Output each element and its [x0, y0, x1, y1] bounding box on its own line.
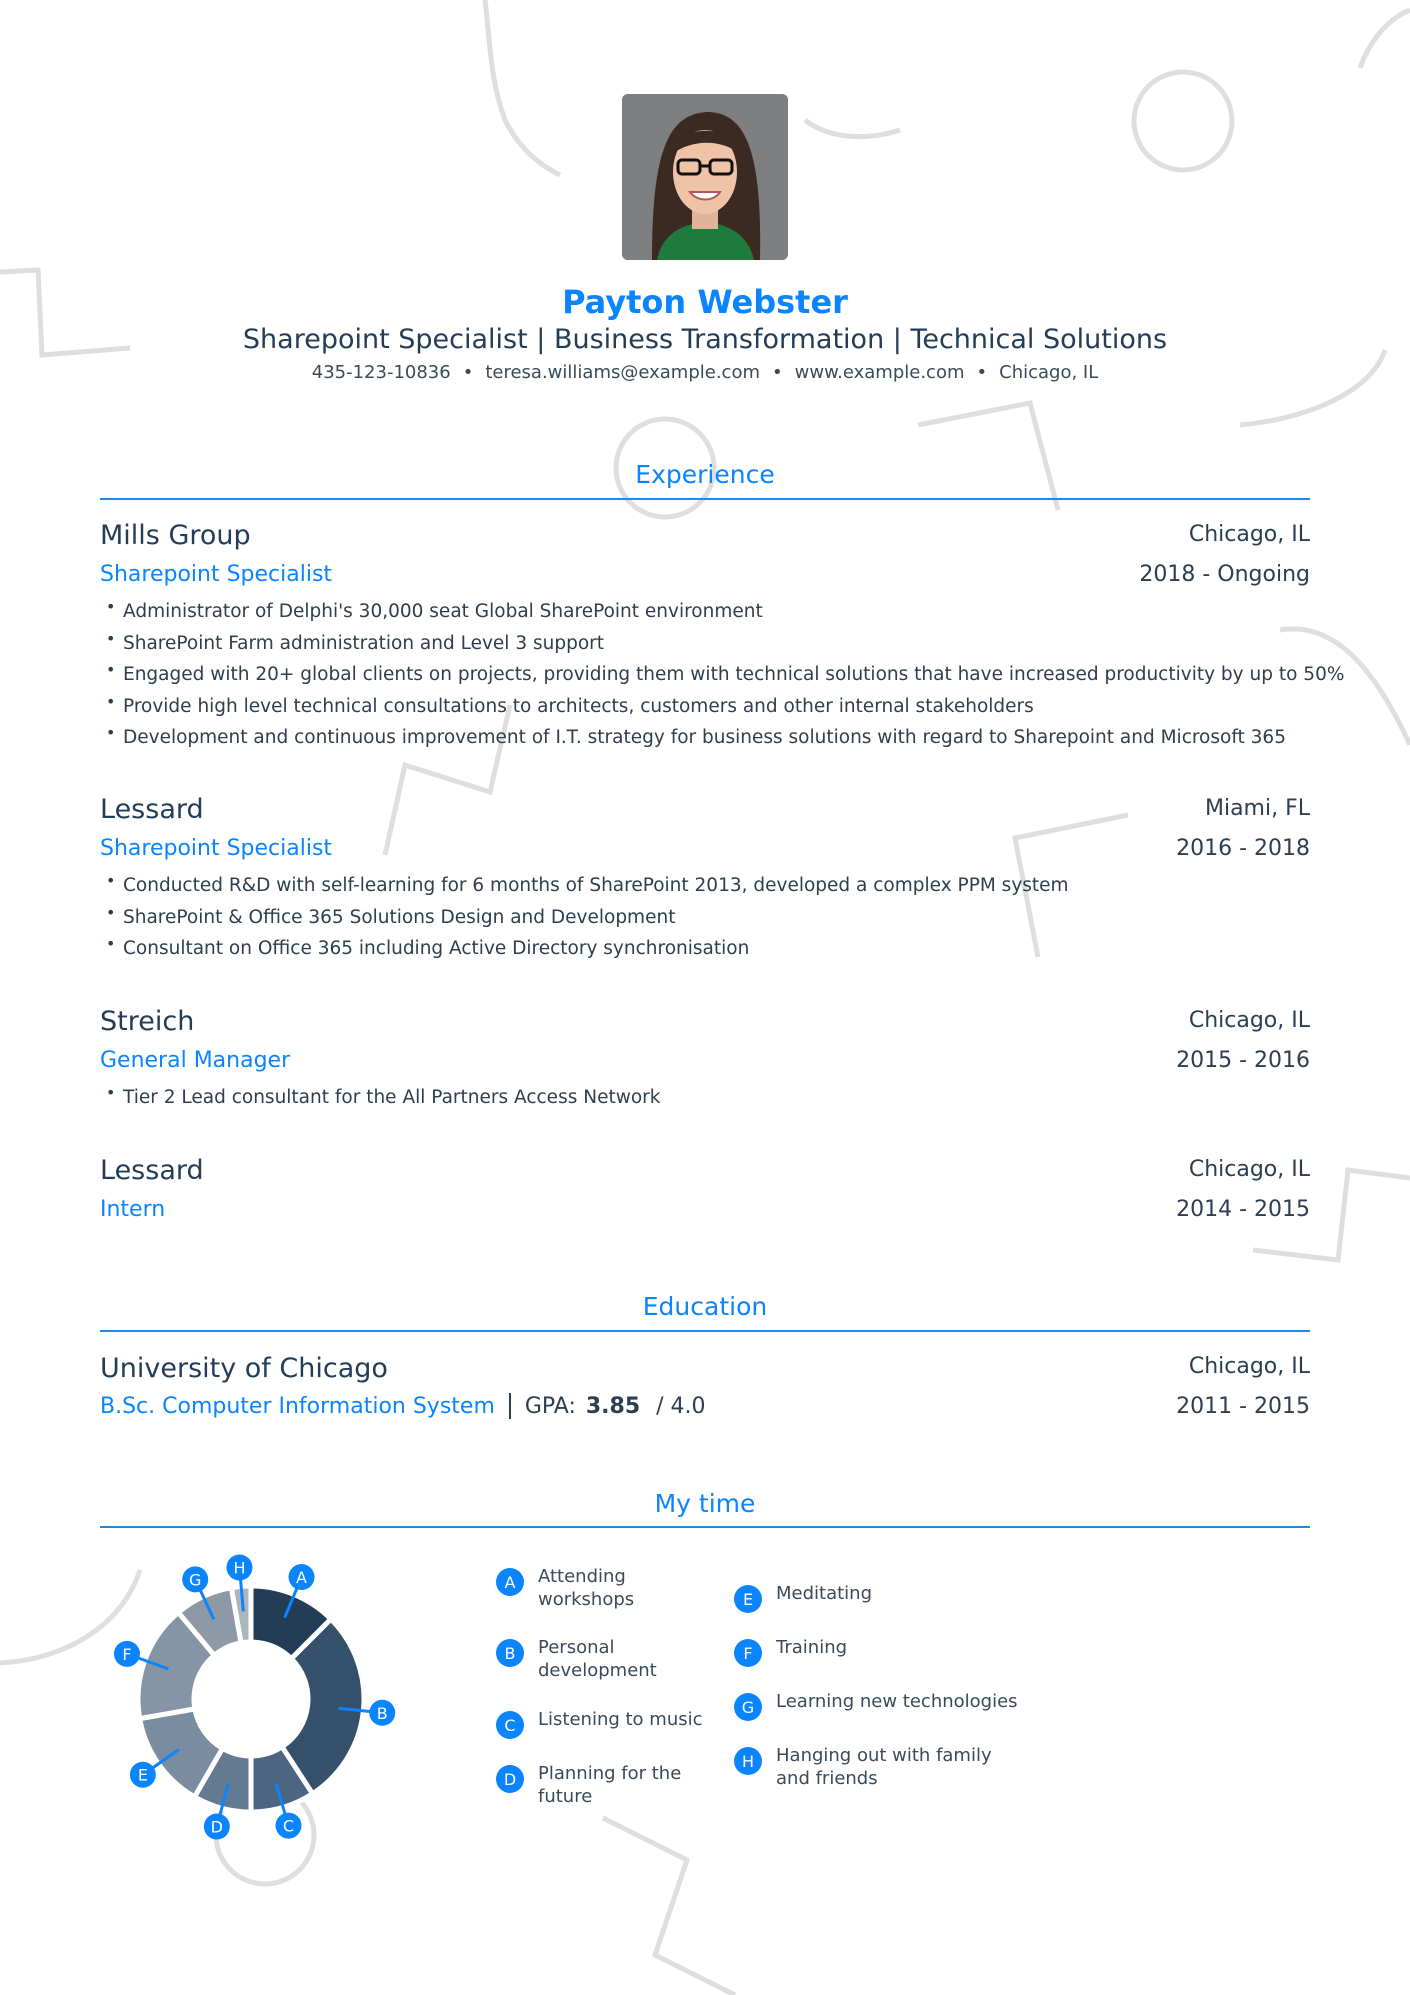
- separator: •: [462, 362, 474, 383]
- education-dates: 2011 - 2015: [1176, 1394, 1310, 1419]
- job-location: Chicago, IL: [1188, 1008, 1310, 1033]
- company-name: Lessard: [100, 1155, 204, 1186]
- segment-badge-label: B: [376, 1703, 388, 1723]
- company-name: Mills Group: [100, 520, 251, 551]
- legend-label: Personal development: [538, 1637, 657, 1681]
- job-bullet: • Development and continuous improvement of I.T. strategy for business solutions with regard to Sharepoint and Microsoft 365: [108, 727, 1286, 748]
- degree-row: [100, 1393, 706, 1419]
- segment-badge-label: A: [296, 1568, 307, 1588]
- candidate-name: Payton Webster: [562, 283, 848, 321]
- candidate-headline: Sharepoint Specialist | Business Transformation | Technical Solutions: [242, 324, 1168, 355]
- gpa-label: GPA:: [524, 1393, 576, 1419]
- separator: •: [976, 362, 988, 383]
- job-dates: 2016 - 2018: [1176, 836, 1310, 861]
- gpa-max: / 4.0: [656, 1393, 706, 1419]
- job-location: Chicago, IL: [1188, 1157, 1310, 1182]
- section-divider: [100, 1330, 1310, 1332]
- job-dates: 2018 - Ongoing: [1139, 562, 1310, 587]
- divider: [509, 1393, 511, 1419]
- job-bullet: • SharePoint Farm administration and Level 3 support: [108, 633, 604, 654]
- degree: B.Sc. Computer Information System: [100, 1393, 495, 1419]
- section-divider: [100, 1526, 1310, 1528]
- education-heading: Education: [642, 1292, 768, 1321]
- company-name: Lessard: [100, 794, 204, 825]
- legend-label: Listening to music: [538, 1709, 703, 1730]
- legend-badge-C: C: [496, 1711, 524, 1739]
- legend-badge-E: E: [734, 1585, 762, 1613]
- legend-badge-A: A: [496, 1568, 524, 1596]
- job-bullet: • Tier 2 Lead consultant for the All Partners Access Network: [108, 1087, 660, 1108]
- job-dates: 2014 - 2015: [1176, 1197, 1310, 1222]
- job-bullet: • Provide high level technical consultations to architects, customers and other internal stakeholders: [108, 696, 1034, 717]
- segment-badge-label: D: [210, 1817, 223, 1837]
- contact-info: [0, 362, 1410, 383]
- school-location: Chicago, IL: [1188, 1354, 1310, 1379]
- job-location: Chicago, IL: [1188, 522, 1310, 547]
- job-role: Sharepoint Specialist: [100, 836, 333, 861]
- location: Chicago, IL: [999, 362, 1099, 383]
- segment-badge-label: G: [189, 1570, 202, 1590]
- my-time-heading: My time: [654, 1489, 756, 1518]
- job-role: General Manager: [100, 1048, 291, 1073]
- website-link[interactable]: www.example.com: [794, 362, 965, 383]
- segment-badge-label: H: [233, 1558, 246, 1578]
- legend-badge-F: F: [734, 1639, 762, 1667]
- legend-badge-B: B: [496, 1639, 524, 1667]
- legend-label: Attending workshops: [538, 1566, 635, 1610]
- job-bullet: • Consultant on Office 365 including Active Directory synchronisation: [108, 938, 749, 959]
- segment-badge-label: E: [137, 1765, 148, 1785]
- legend-label: Hanging out with family and friends: [776, 1745, 992, 1789]
- legend-label: Training: [776, 1637, 848, 1658]
- job-bullet: • Administrator of Delphi's 30,000 seat Global SharePoint environment: [108, 601, 763, 622]
- segment-badge-label: F: [122, 1644, 132, 1664]
- job-location: Miami, FL: [1204, 796, 1310, 821]
- legend-label: Meditating: [776, 1583, 873, 1604]
- segment-badge-label: C: [282, 1816, 295, 1836]
- phone: 435-123-10836: [311, 362, 451, 383]
- job-role: Intern: [100, 1197, 166, 1222]
- legend-badge-D: D: [496, 1765, 524, 1793]
- my-time-donut-chart: [80, 1530, 440, 1870]
- legend-label: Learning new technologies: [776, 1691, 1018, 1712]
- job-bullet: • Conducted R&D with self-learning for 6 months of SharePoint 2013, developed a complex PPM system: [108, 875, 1069, 896]
- job-bullet: • Engaged with 20+ global clients on projects, providing them with technical solutions that have increased productivity by up to 50%: [108, 664, 1344, 685]
- company-name: Streich: [100, 1006, 195, 1037]
- gpa-value: 3.85: [585, 1393, 641, 1419]
- separator: •: [772, 362, 783, 383]
- job-bullet: • SharePoint & Office 365 Solutions Design and Development: [108, 907, 675, 928]
- legend-badge-H: H: [734, 1747, 762, 1775]
- school-name: University of Chicago: [100, 1353, 388, 1384]
- email-link[interactable]: teresa.williams@example.com: [485, 362, 760, 383]
- legend-label: Planning for the future: [538, 1763, 682, 1807]
- section-divider: [100, 498, 1310, 500]
- job-role: Sharepoint Specialist: [100, 562, 333, 587]
- job-dates: 2015 - 2016: [1176, 1048, 1310, 1073]
- profile-photo: [622, 94, 788, 260]
- experience-heading: Experience: [635, 460, 775, 489]
- legend-badge-G: G: [734, 1693, 762, 1721]
